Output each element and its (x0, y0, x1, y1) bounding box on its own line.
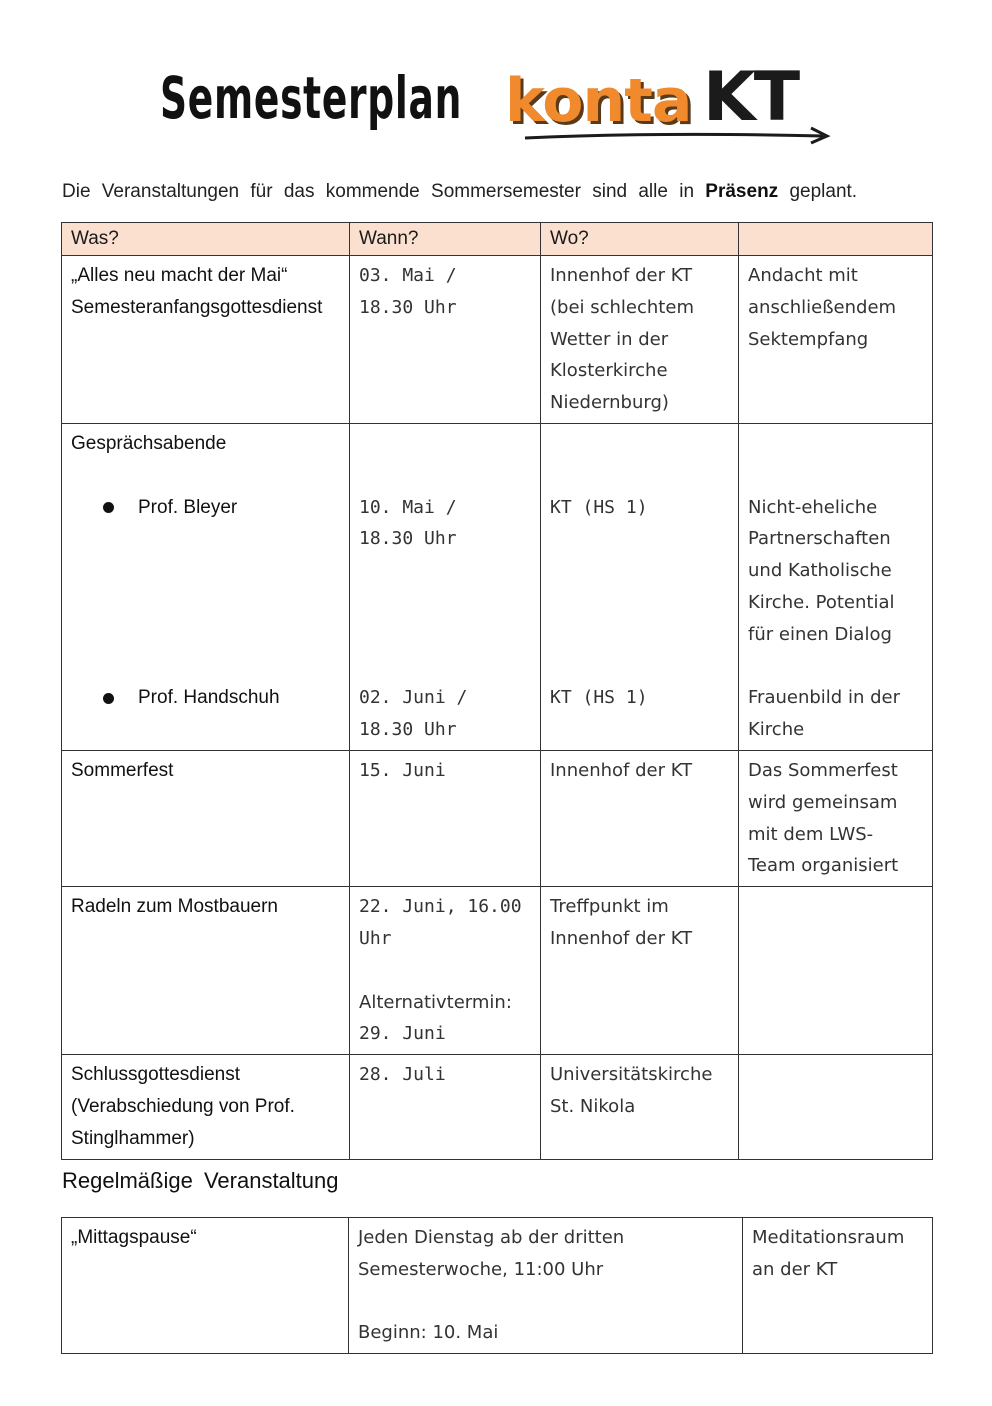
wann-line: 18.30 Uhr (359, 719, 457, 741)
was-line: „Alles neu macht der Mai“ (71, 265, 288, 286)
wann-line: 02. Juni / (359, 687, 468, 709)
row-wann (350, 887, 541, 1055)
row-wo (541, 1055, 739, 1159)
info-line: für einen Dialog (748, 623, 892, 645)
wann-line: 15. Juni (359, 759, 446, 781)
wo-line: St. Nikola (550, 1095, 636, 1117)
table-row (62, 256, 933, 424)
wo-line: Niedernburg) (550, 392, 669, 414)
row-wann (350, 423, 541, 750)
table-row (62, 750, 933, 886)
was-line: Sommerfest (71, 759, 174, 781)
was-line: Stinglhammer) (71, 1127, 195, 1149)
regular-table (61, 1217, 933, 1354)
intro-bold: Präsenz (705, 181, 779, 202)
table-row (62, 1218, 933, 1354)
row-wo (541, 423, 739, 750)
row-info (739, 750, 933, 886)
logo-text-kt: KT (703, 58, 799, 137)
header-wo: Wo? (541, 223, 739, 256)
bullet-icon (103, 693, 114, 704)
row-was (62, 1055, 350, 1159)
wo-line: Innenhof der KT (550, 927, 693, 949)
wo-line: Universitätskirche (550, 1064, 713, 1086)
row-was (62, 887, 350, 1055)
row-info (739, 256, 933, 424)
row-wo (541, 887, 739, 1055)
regular-wo (743, 1218, 933, 1354)
info-line: mit dem LWS- (748, 823, 874, 845)
row-wann (350, 750, 541, 886)
info-line: Kirche. Potential (748, 591, 895, 613)
row-was (62, 423, 350, 750)
row-wo (541, 750, 739, 886)
list-item (71, 682, 340, 714)
wann-line: Alternativtermin: (359, 991, 512, 1013)
row-was (62, 750, 350, 886)
wann-line: Uhr (359, 927, 392, 949)
info-line: Frauenbild in der (748, 687, 900, 709)
info-line: Das Sommerfest (748, 759, 898, 781)
wann-line: 28. Juli (359, 1064, 446, 1086)
regular-name-text: „Mittagspause“ (71, 1227, 197, 1248)
info-line: wird gemeinsam (748, 791, 898, 813)
was-line: (Verabschiedung von Prof. (71, 1095, 295, 1117)
was-line: Gesprächsabende (71, 432, 227, 454)
row-info (739, 887, 933, 1055)
wann-line: Jeden Dienstag ab der dritten (358, 1227, 625, 1248)
table-row (62, 887, 933, 1055)
header-info (739, 223, 933, 256)
row-info (739, 423, 933, 750)
row-wo (541, 256, 739, 424)
row-info (739, 1055, 933, 1159)
intro-after: geplant. (789, 181, 858, 202)
section-title: Regelmäßige Veranstaltung (62, 1168, 339, 1193)
wo-line: KT (HS 1) (550, 687, 648, 709)
info-line: Andacht mit (748, 265, 858, 286)
wo-line: Innenhof der KT (550, 265, 693, 286)
info-line: und Katholische (748, 560, 892, 582)
logo-text-konta: konta (505, 66, 692, 136)
was-line: Schlussgottesdienst (71, 1064, 240, 1086)
row-wann (350, 1055, 541, 1159)
page-title: Semesterplan (160, 64, 463, 132)
intro-before: Die Veranstaltungen für das kommende Sommersemester sind alle in (62, 181, 695, 202)
wann-line: 03. Mai / (359, 265, 457, 286)
wann-line: 29. Juni (359, 1023, 446, 1045)
header-wann: Wann? (350, 223, 541, 256)
wann-line: 18.30 Uhr (359, 296, 457, 318)
speaker-name: Prof. Handschuh (138, 687, 280, 709)
wann-line: 22. Juni, 16.00 (359, 896, 522, 918)
wann-line: 10. Mai / (359, 496, 457, 518)
info-line: Kirche (748, 719, 805, 741)
intro-text (62, 181, 932, 203)
info-line: anschließendem (748, 296, 897, 318)
was-line: Radeln zum Mostbauern (71, 896, 278, 918)
info-line: Nicht-eheliche (748, 496, 878, 518)
page-header (160, 58, 860, 158)
wo-line: Klosterkirche (550, 360, 668, 382)
wo-line: Wetter in der (550, 328, 669, 350)
table-header-row (62, 223, 933, 256)
info-line: Partnerschaften (748, 528, 891, 550)
bullet-icon (103, 502, 114, 513)
wo-line: an der KT (752, 1258, 838, 1280)
wo-line: (bei schlechtem (550, 296, 694, 318)
regular-wann (349, 1218, 743, 1354)
was-line: Semesteranfangsgottesdienst (71, 296, 323, 318)
wann-line: Semesterwoche, 11:00 Uhr (358, 1258, 604, 1280)
kontakt-logo (505, 58, 835, 150)
wo-line: Treffpunkt im (550, 896, 669, 918)
schedule-table (61, 222, 933, 1160)
wo-line: Meditationsraum (752, 1227, 905, 1248)
header-was: Was? (62, 223, 350, 256)
info-line: Team organisiert (748, 855, 899, 877)
row-wann (350, 256, 541, 424)
wo-line: Innenhof der KT (550, 759, 693, 781)
table-row (62, 1055, 933, 1159)
wann-line: Beginn: 10. Mai (358, 1322, 499, 1344)
list-item (71, 492, 340, 524)
wann-line: 18.30 Uhr (359, 528, 457, 550)
wo-line: KT (HS 1) (550, 496, 648, 518)
table-row (62, 423, 933, 750)
logo-arrow-icon (505, 124, 835, 148)
regular-name (62, 1218, 349, 1354)
speaker-name: Prof. Bleyer (138, 496, 238, 518)
info-line: Sektempfang (748, 328, 869, 350)
row-was (62, 256, 350, 424)
